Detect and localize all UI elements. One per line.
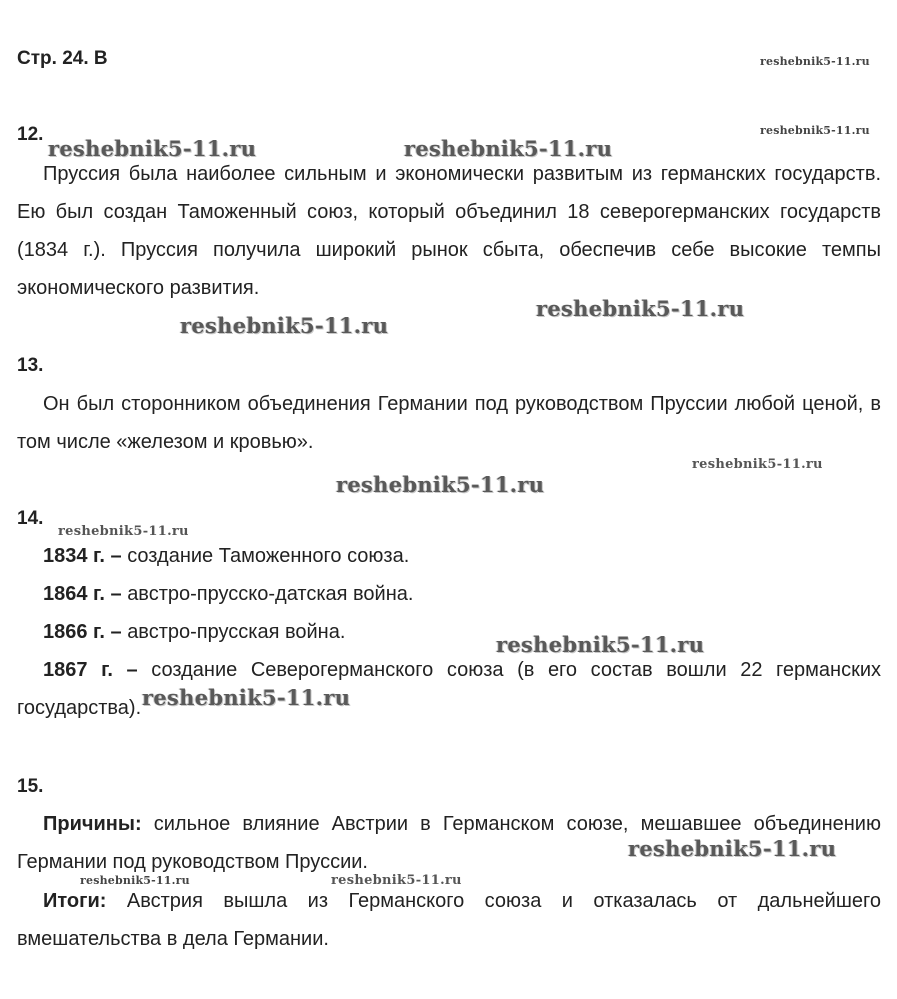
watermark: reshebnik5-11.ru bbox=[760, 55, 870, 68]
timeline-item bbox=[43, 545, 409, 568]
results-label: Итоги: bbox=[43, 890, 107, 912]
section-number-15: 15. bbox=[17, 776, 44, 797]
watermark: reshebnik5-11.ru bbox=[336, 472, 545, 497]
watermark: reshebnik5-11.ru bbox=[48, 136, 257, 161]
timeline-year: 1834 г. – bbox=[43, 545, 122, 567]
timeline-year: 1867 г. – bbox=[43, 659, 138, 681]
watermark: reshebnik5-11.ru bbox=[628, 836, 837, 861]
section-number-14: 14. bbox=[17, 508, 44, 529]
watermark: reshebnik5-11.ru bbox=[536, 296, 745, 321]
page-header: Стр. 24. В bbox=[17, 48, 108, 69]
timeline-item bbox=[43, 621, 345, 644]
timeline-event: австро-прусско-датская война. bbox=[127, 583, 414, 605]
timeline-year: 1866 г. – bbox=[43, 621, 122, 643]
timeline-event: австро-прусская война. bbox=[127, 621, 346, 643]
section-13-text bbox=[17, 385, 881, 461]
results-text: Австрия вышла из Германского союза и отказалась от дальнейшего вмешательства в дела Германии. bbox=[17, 890, 881, 950]
watermark: reshebnik5-11.ru bbox=[58, 524, 189, 539]
watermark: reshebnik5-11.ru bbox=[180, 313, 389, 338]
section-12-paragraph: Пруссия была наиболее сильным и экономически развитым из германских государств. Ею был создан Таможенный союз, который объединил 18 северогерманских государств (1834 г.). Пруссия получила широкий рынок сбыта, обеспечив себе высокие темпы экономического развития. bbox=[17, 163, 881, 299]
watermark: reshebnik5-11.ru bbox=[760, 124, 870, 137]
timeline-year: 1864 г. – bbox=[43, 583, 122, 605]
section-15-results bbox=[17, 882, 881, 958]
timeline-event: создание Таможенного союза. bbox=[127, 545, 410, 567]
watermark: reshebnik5-11.ru bbox=[404, 136, 613, 161]
section-number-12: 12. bbox=[17, 124, 44, 145]
watermark: reshebnik5-11.ru bbox=[692, 457, 823, 472]
watermark: reshebnik5-11.ru bbox=[142, 685, 351, 710]
causes-text: сильное влияние Австрии в Германском союзе, мешавшее объединению Германии под руководством Пруссии. bbox=[17, 813, 881, 873]
watermark: reshebnik5-11.ru bbox=[80, 874, 190, 887]
watermark: reshebnik5-11.ru bbox=[496, 632, 705, 657]
watermark: reshebnik5-11.ru bbox=[331, 873, 462, 888]
timeline-item bbox=[43, 583, 413, 606]
section-number-13: 13. bbox=[17, 355, 44, 376]
section-13-paragraph: Он был сторонником объединения Германии под руководством Пруссии любой ценой, в том числе «железом и кровью». bbox=[17, 393, 881, 453]
section-12-text bbox=[17, 155, 881, 307]
causes-label: Причины: bbox=[43, 813, 142, 835]
timeline-event: создание Северогерманского союза (в его состав вошли 22 германских государства). bbox=[17, 659, 881, 719]
